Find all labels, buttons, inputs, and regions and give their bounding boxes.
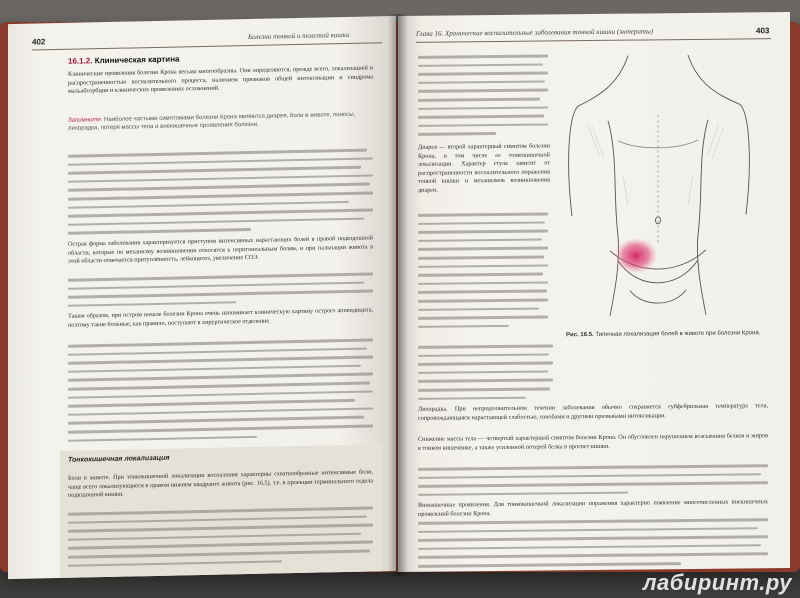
right-body-text-block (418, 54, 548, 141)
left-header-rule (32, 42, 382, 50)
right-body-text-block-3 (418, 344, 553, 406)
figure-caption (566, 330, 766, 340)
diarrhea-paragraph: Диарея — второй характерный симптом болезни Крона, в том числе ее тонкокишечной локализации. Характер стула зависит от распространенности воспалительного поражения тонкой кишки и механизмов возникновения диареи. (418, 142, 550, 194)
figure-caption-label: Рис. 16.5. (566, 332, 594, 339)
section-title (68, 54, 179, 65)
acute-form-paragraph: Острая форма заболевания характеризуется приступом интенсивных нарастающих болей в правой подвздошной области, которые по механизму возникновения относятся к перитонеальным болям, и при пальпации живота в этой области отмечается притуплённость, лейкоцитоз, увеличение СОЭ. (68, 234, 373, 265)
weight-loss-paragraph: Снижение массы тела — четвертый характерный симптом болезни Крона. Он обусловлен нарушением всасывания белков и жиров в тонком кишечнике, а также усиленной потерей белка в просвет кишки. (418, 432, 768, 452)
section-title-text: Клиническая картина (94, 54, 180, 66)
section-number: 16.1.2. (68, 56, 93, 66)
right-page (398, 12, 790, 572)
fever-paragraph: Лихорадка. При непродолжительном течении заболевания обычно сохраняется субфебрильная температура тела, сопровождающаяся нарастающей слабостью, ознобами и другими признаками интоксикации. (418, 402, 768, 422)
figure-caption-text: Типичная локализация болей в животе при болезни Крона. (595, 330, 761, 338)
subsection-title: Тонкокишечная локализация (68, 454, 170, 464)
torso-illustration (558, 44, 761, 339)
right-header-rule (416, 38, 771, 43)
left-running-head: Болезни тонкой и толстой кишки (248, 30, 350, 42)
remember-note (68, 110, 373, 132)
right-running-head: Глава 16. Хронические воспалительные заболевания тонкой кишки (энтериты) (416, 27, 654, 38)
abdominal-pain-paragraph: Боли в животе. При тонкокишечной локализации воспаления характерны схваткообразные интенсивные боли, чаще всего локализующиеся в правом нижнем квадранте живота (рис. 16.5), т.е. в проекции терминального отдела подвздошной кишки. (68, 468, 373, 499)
body-text-block (68, 148, 373, 240)
pain-area-marker (614, 237, 658, 273)
left-page (8, 16, 396, 579)
body-text-block-4 (68, 506, 373, 573)
right-body-text-block-4 (418, 464, 768, 502)
appendicitis-paragraph: Таким образом, при остром начале болезни Крона очень напоминает клиническую картину острого аппендицита, поэтому такие больные, как правило, поступают в хирургическое отделение. (68, 306, 373, 329)
watermark-logo: лабиринт.ру (642, 570, 792, 595)
remember-text: Наиболее частыми симптомами болезни Крона являются диарея, боли в животе, поносы, лихорадка, потеря массы тела и внекишечные проявления болезни. (68, 111, 356, 132)
right-page-number: 403 (756, 26, 770, 36)
book-gutter-shadow (388, 14, 408, 576)
left-page-number: 402 (32, 37, 46, 47)
remember-label: Запомните: (68, 117, 103, 124)
intro-paragraph: Клинические проявления болезни Крона весьма многообразны. Они определяются, прежде всего, локализацией и распространенностью воспалительного процесса, наличием признаков общей интоксикации и синдрома мальабсорбции и клинических проявлениях осложнений. (68, 64, 373, 95)
right-body-text-block-2 (418, 212, 548, 334)
right-body-text-block-5 (418, 518, 768, 572)
extraintestinal-paragraph: Внекишечные проявления. Для тонкокишечной локализации поражения характерно появление многочисленных внекишечных проявлений болезни Крона. (418, 498, 768, 518)
body-text-block-3 (68, 338, 373, 448)
